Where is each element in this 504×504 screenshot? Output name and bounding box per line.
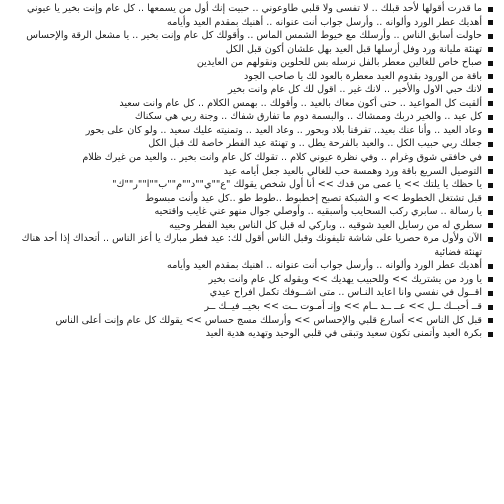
list-item: ألقيت كل المواعيد .. حتى أكون معاك بالعيد .. وأقولك .. بهمس الكلام .. كل عام وانت سعيد	[6, 97, 496, 111]
list-item: سطري له من رسايل العيد شوقيه .. وباركي له قبل كل الناس بعيد الفطر وحييه	[6, 219, 496, 233]
greetings-list	[6, 2, 496, 341]
list-item: قــ أحبــك ــل >> عــ ــد ــام >> وإنـ أمـوت ــت >> بخيــ فيــك ــر	[6, 300, 496, 314]
list-item: الآن ولأول مرة حصريا على شاشة تليفونك وقبل الناس أقول لك: عيد فطر مبارك يا أعز الناس .. أتحداك إذا أحد هناك تهنئة فضائية	[6, 232, 496, 259]
list-item: تهنئة مليانة ورد وفل أرسلها قبل العيد بهل علشان أكون قبل الكل	[6, 43, 496, 57]
list-item: يا ورد من يشتريك >> وللحبيب يهديك >> ويقوله كل عام وانت بخير	[6, 273, 496, 287]
list-item: جعلك ربي حبيب الكل .. والعيد بالفرحة يطل .. و تهنئة عيد الفطر خاصة لك قبل الكل	[6, 137, 496, 151]
list-item: لانك حبي الاول والأخير .. لانك غير .. اقول لك كل عام وانت بخير	[6, 83, 496, 97]
list-item: ما قدرت أقولها لأحد قبلك .. لا تفسى ولا قلبي طاوعوني .. حبيت إنك أول من يسمعها .. كل عام وإنت بخير يا عيوني	[6, 2, 496, 16]
list-item: حاولت أسابق الناس .. وأرسلك مع خيوط الشمس الماس .. وأقولك كل عام وإنت بخير .. يا مشعل الرقة والإحساس	[6, 29, 496, 43]
list-item: باقة من الورود بقدوم العيد معطرة بالعود لك يا صاحب الجود	[6, 70, 496, 84]
list-item: في خافقي شوق وغرام .. وفي نظرة عيوني كلام .. تقولك كل عام وانت بخير .. والعيد من غيرك ظلام	[6, 151, 496, 165]
list-item: أهديك عطر الورد وألوانه .. وأرسل جواب أنت عنوانه .. أهنيك بمقدم العيد وأيامه	[6, 16, 496, 30]
list-item: يا رسالة .. سابري ركب السحايب وأسبقيه .. وأوصلي جوال منهو عني غايب واقتحيه	[6, 205, 496, 219]
list-item: بكرة العيد وأتمنى تكون سعيد وتبقى في قلبي الوحيد وتهديه هدية العيد	[6, 327, 496, 341]
list-item: وعاد العيد .. وأنا عنك بعيد.. تفرقنا بلاد وبحور .. وعاد العيد .. وتمنيته عليك سعيد .. ولو كان على بحور	[6, 124, 496, 138]
list-item: أهديك عطر الورد وألوانه .. وأرسل جواب أنت عنوانه .. اهنيك بمقدم العيد وأيامه	[6, 259, 496, 273]
list-item: اقــول في نفسي وانا اعايد النـاس .. متى اشــوفك تكمل افراح عيدي	[6, 286, 496, 300]
list-item: التوصيل السريع باقة ورد وهمسة حب للغالي بالعيد جعل أيامه عيد	[6, 165, 496, 179]
list-item: قبل تشتغل الخطوط >> و الشبكة تصبح إخطبوط ..طوط طو ..كل عيد وأنت مبسوط	[6, 192, 496, 206]
list-item: كل عيد .. والخير دربك وممشاك .. والبسمة دوم ما تفارق شفاك .. وجنة ربي هي سكناك	[6, 110, 496, 124]
list-item: صباح خاص للغالين معطر بالفل نرسله بس للحلوين ونقولهم من العايدين	[6, 56, 496, 70]
list-item: يا حظك يا يلتك >> يا عمى من قدك >> أنا أول شخص يقولك "ع""ي""د""م""ب""ا""ر""ك"	[6, 178, 496, 192]
list-item: قبل كل الناس >> أسارع قلبي والإحساس >> وأرسلك مسج حساس >> يقولك كل عام وإنت أعلى الناس	[6, 314, 496, 328]
